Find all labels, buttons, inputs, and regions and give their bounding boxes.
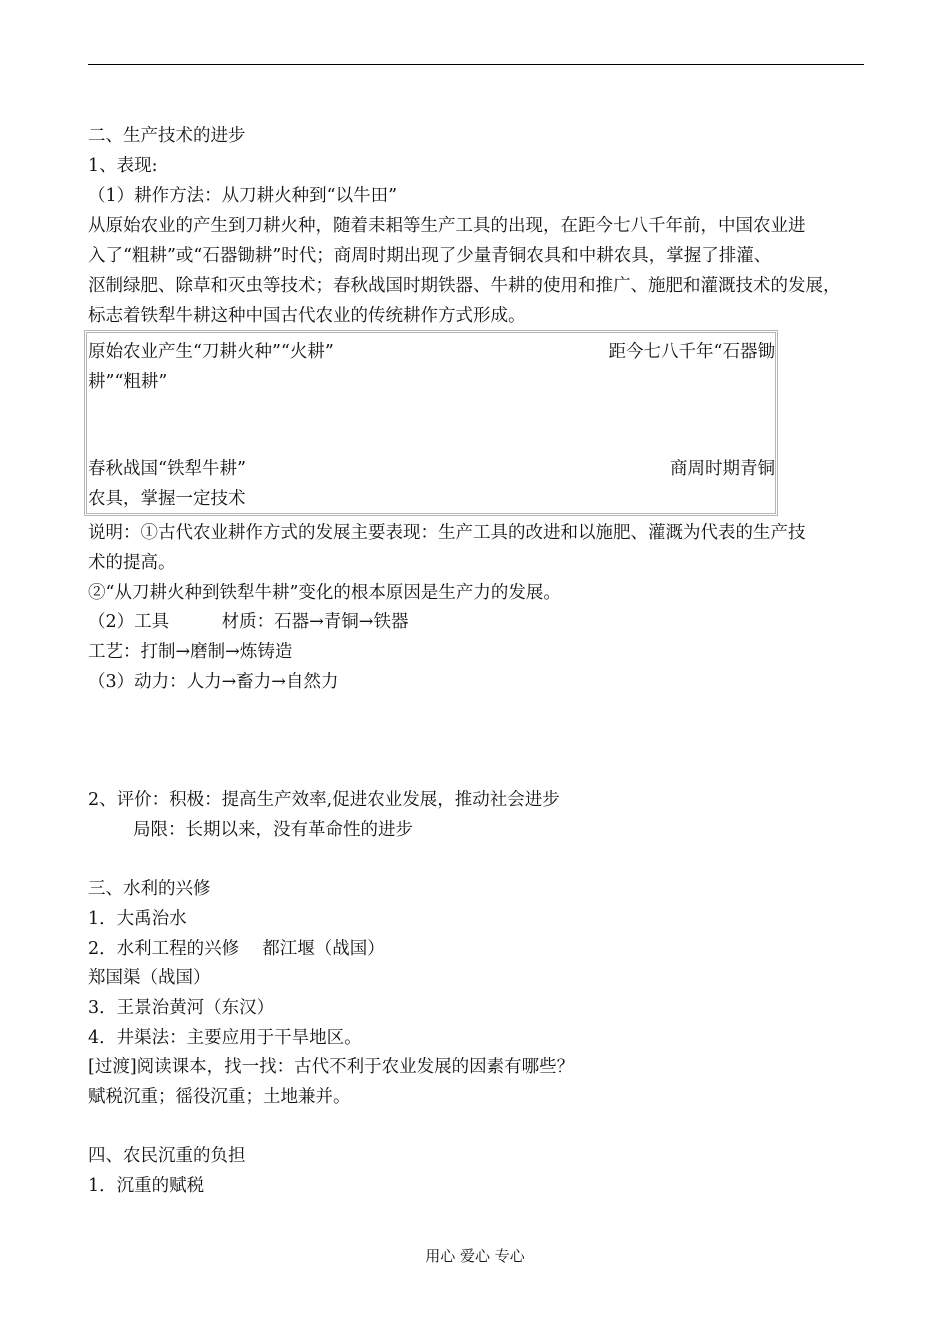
page-footer: 用心 爱心 专心: [425, 1247, 525, 1265]
box-bottom-right-text: 商周时期青铜: [670, 459, 775, 479]
box-bottom-continuation: 农具，掌握一定技术: [88, 489, 246, 509]
box-top-continuation: 耕”“粗耕”: [88, 372, 168, 392]
evaluation-positive: 2、评价：积极：提高生产效率,促进农业发展，推动社会进步: [88, 790, 560, 810]
section-3-item-2b: 郑国渠（战国）: [88, 968, 211, 988]
paragraph-line-4: 标志着铁犁牛耕这种中国古代农业的传统耕作方式形成。: [88, 306, 526, 326]
power-source: （3）动力：人力→畜力→自然力: [88, 672, 339, 692]
section-4-heading: 四、农民沉重的负担: [88, 1146, 246, 1166]
box-top-left-text: 原始农业产生“刀耕火种”“火耕”: [88, 342, 334, 362]
item-1-1-heading: （1）耕作方法：从刀耕火种到“以牛田”: [88, 186, 398, 206]
note-1-line-2: 术的提高。: [88, 553, 176, 573]
box-bottom-left-text: 春秋战国“铁犁牛耕”: [88, 459, 246, 479]
section-2-heading: 二、生产技术的进步: [88, 126, 246, 146]
section-3-item-4: 4．井渠法：主要应用于干旱地区。: [88, 1028, 362, 1048]
section-3-heading: 三、水利的兴修: [88, 879, 211, 899]
tools-craft: 工艺：打制→磨制→炼铸造: [88, 642, 293, 662]
box-top-right-text: 距今七八千年“石器锄: [608, 342, 775, 362]
farming-timeline-box: [84, 330, 778, 516]
section-3-item-1: 1．大禹治水: [88, 909, 187, 929]
section-3-item-3: 3．王景治黄河（东汉）: [88, 998, 275, 1018]
note-1-line-1: 说明：①古代农业耕作方式的发展主要表现：生产工具的改进和以施肥、灌溉为代表的生产技: [88, 523, 806, 543]
paragraph-line-3: 沤制绿肥、除草和灭虫等技术；春秋战国时期铁器、牛耕的使用和推广、施肥和灌溉技术的发展，: [88, 276, 841, 296]
tools-material: （2）工具 材质：石器→青铜→铁器: [88, 612, 409, 632]
item-1-heading: 1、表现:: [88, 156, 158, 176]
header-rule: [88, 64, 864, 65]
transition-question: [过渡]阅读课本，找一找：古代不利于农业发展的因素有哪些？: [88, 1057, 575, 1077]
section-3-item-2: 2．水利工程的兴修 都江堰（战国）: [88, 939, 385, 959]
section-4-item-1: 1．沉重的赋税: [88, 1176, 205, 1196]
evaluation-limitation: 局限：长期以来，没有革命性的进步: [133, 820, 413, 840]
paragraph-line-1: 从原始农业的产生到刀耕火种，随着耒耜等生产工具的出现，在距今七八千年前，中国农业进: [88, 216, 806, 236]
note-2: ②“从刀耕火种到铁犁牛耕”变化的根本原因是生产力的发展。: [88, 583, 561, 603]
transition-answer: 赋税沉重；徭役沉重；土地兼并。: [88, 1087, 351, 1107]
paragraph-line-2: 入了“粗耕”或“石器锄耕”时代；商周时期出现了少量青铜农具和中耕农具，掌握了排灌、: [88, 246, 772, 266]
